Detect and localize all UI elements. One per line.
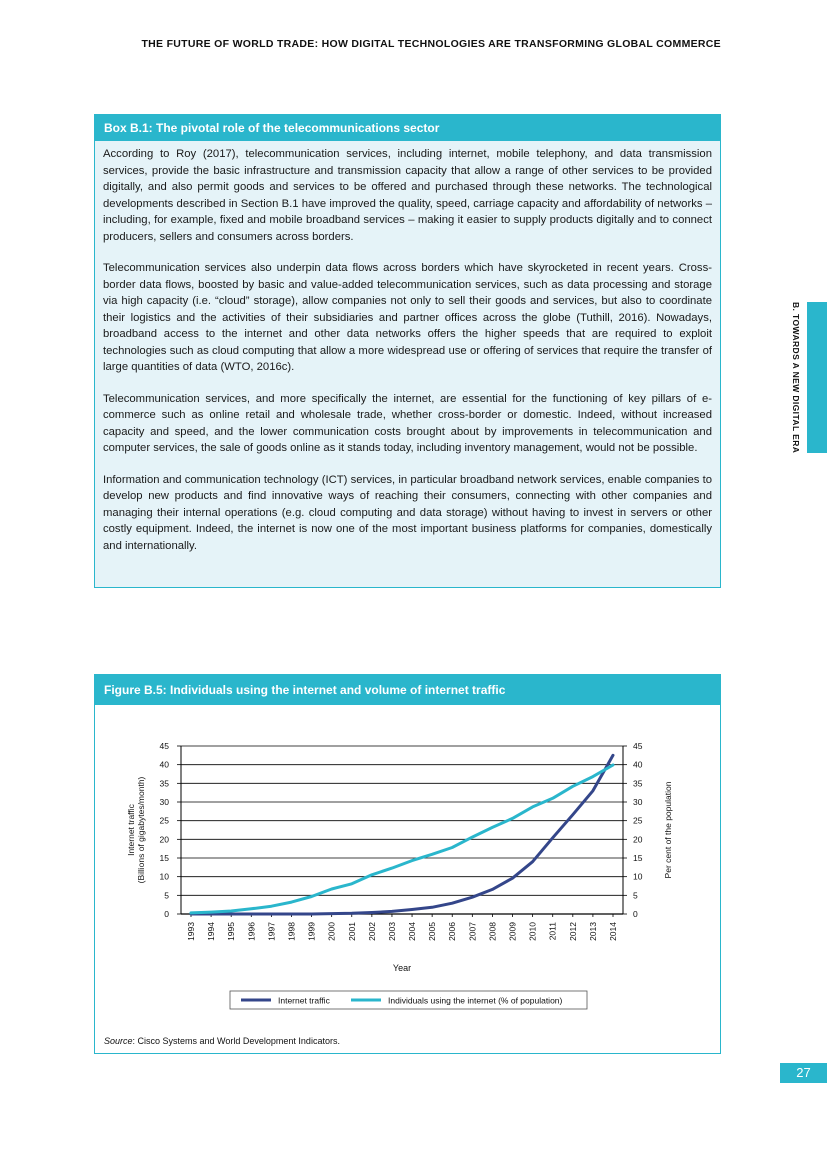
x-tick-label: 2000 bbox=[326, 922, 337, 941]
y-tick-label-left: 40 bbox=[159, 759, 169, 770]
x-tick-label: 2008 bbox=[487, 922, 498, 941]
box-title: Box B.1: The pivotal role of the telecommunications sector bbox=[95, 115, 720, 141]
y-tick-label-right: 20 bbox=[633, 834, 643, 845]
source-label: Source bbox=[104, 1036, 133, 1046]
source-text: : Cisco Systems and World Development Indicators. bbox=[132, 1036, 340, 1046]
x-tick-label: 1998 bbox=[286, 922, 297, 941]
running-header: THE FUTURE OF WORLD TRADE: HOW DIGITAL TECHNOLOGIES ARE TRANSFORMING GLOBAL COMMERCE bbox=[141, 38, 721, 50]
y-tick-label-right: 10 bbox=[633, 871, 643, 882]
x-tick-label: 2006 bbox=[447, 922, 458, 941]
x-tick-label: 2014 bbox=[608, 922, 618, 941]
x-tick-label: 2011 bbox=[547, 922, 558, 941]
y-tick-label-left: 35 bbox=[159, 778, 169, 789]
section-tab bbox=[807, 302, 827, 453]
legend-label-individuals: Individuals using the internet (% of population) bbox=[388, 995, 563, 1006]
box-paragraph-1: According to Roy (2017), telecommunication services, including internet, mobile telephony, and data transmission services, provide the basic infrastructure and transmission capacity that allow a range of other services to be provided digitally, and also permit goods and services to be offered and purchased through these networks. The technological developments described in Section B.1 have improved the quality, speed, carriage capacity and affordability of networks – including, for example, fixed and mobile broadband services – making it easier to supply products digitally and to connect producers, sellers and consumers across borders. bbox=[103, 148, 712, 243]
y-tick-label-right: 5 bbox=[633, 890, 638, 901]
box-paragraph-3: Telecommunication services, and more specifically the internet, are essential for the functioning of key pillars of e-commerce such as online retail and wholesale trade, whether cross-border or domestic. Indeed, without increased capacity and speed, and the lower communication costs brought about by improvements in telecommunication and computer services, the sale of goods online as it stands today, including inventory management, would not be possible. bbox=[103, 392, 712, 454]
x-tick-label: 1994 bbox=[206, 922, 217, 941]
y-tick-label-right: 15 bbox=[633, 853, 643, 863]
y-tick-label-left: 15 bbox=[159, 853, 169, 863]
y-tick-label-left: 5 bbox=[164, 890, 169, 901]
y-tick-label-right: 45 bbox=[633, 741, 643, 751]
x-tick-label: 2010 bbox=[527, 922, 538, 941]
x-tick-label: 2001 bbox=[346, 922, 357, 941]
x-tick-label: 1995 bbox=[226, 922, 237, 941]
x-tick-label: 2002 bbox=[366, 922, 377, 941]
x-tick-label: 1996 bbox=[246, 922, 257, 941]
y-tick-label-left: 20 bbox=[159, 834, 169, 845]
box-paragraph-4: Information and communication technology (ICT) services, in particular broadband network services, enable companies to develop new products and find innovative ways of reaching their consumers, connecting with other companies and managing their internal operations (e.g. cloud computing and data storage) without having to invest in servers or other costly equipment. Indeed, the internet is now one of the most important business platforms for companies, domestically and internationally. bbox=[103, 473, 712, 552]
x-tick-label: 1999 bbox=[306, 922, 317, 941]
section-tab-label: B. TOWARDS A NEW DIGITAL ERA bbox=[791, 302, 801, 454]
y-tick-label-left: 25 bbox=[159, 815, 169, 826]
x-tick-label: 2012 bbox=[567, 922, 578, 941]
box-body bbox=[95, 141, 720, 554]
y-tick-label-right: 0 bbox=[633, 909, 638, 919]
x-tick-label: 2009 bbox=[507, 922, 518, 941]
x-tick-label: 2004 bbox=[407, 922, 418, 941]
y-tick-label-left: 10 bbox=[159, 871, 169, 882]
x-tick-label: 2003 bbox=[386, 922, 397, 941]
y-tick-label-right: 35 bbox=[633, 778, 643, 789]
series-internet-traffic bbox=[191, 755, 613, 914]
x-axis-title: Year bbox=[392, 963, 412, 973]
page-number: 27 bbox=[780, 1063, 827, 1083]
legend-label-internet-traffic: Internet traffic bbox=[278, 995, 330, 1006]
y-tick-label-right: 30 bbox=[633, 797, 643, 807]
y-tick-label-left: 30 bbox=[159, 797, 169, 807]
y-tick-label-right: 25 bbox=[633, 815, 643, 826]
y-axis-title-left-line1: Internet traffic bbox=[126, 804, 136, 856]
figure-source bbox=[104, 1036, 340, 1046]
x-tick-label: 1993 bbox=[186, 922, 196, 941]
y-tick-label-right: 40 bbox=[633, 759, 643, 770]
figure-title: Figure B.5: Individuals using the internet and volume of internet traffic bbox=[95, 675, 720, 705]
y-axis-title-right: Per cent of the population bbox=[663, 781, 673, 879]
x-tick-label: 2005 bbox=[427, 922, 438, 941]
y-tick-label-left: 0 bbox=[164, 909, 169, 919]
line-chart bbox=[95, 705, 720, 1020]
x-tick-label: 1997 bbox=[266, 922, 277, 941]
box-b1 bbox=[94, 114, 721, 588]
y-axis-title-left-line2: (Billions of gigabytes/month) bbox=[136, 776, 146, 884]
box-paragraph-2: Telecommunication services also underpin data flows across borders which have skyrocketed in recent years. Cross-border data flows, boosted by basic and value-added telecommunication services, such as data processing and storage via high capacity (i.e. “cloud” storage), allow companies not only to sell their goods and services, but also to coordinate their logistics and the activities of their subsidiaries and partner offices across the globe (Tuthill, 2016). Nowadays, broadband access to the internet and other data networks offers the higher speeds that are required to exploit technologies such as cloud computing that allow a more widespread use or offering of services that require the transfer of large quantities of data (WTO, 2016c). bbox=[103, 262, 712, 373]
x-tick-label: 2013 bbox=[587, 922, 598, 941]
x-tick-label: 2007 bbox=[467, 922, 478, 941]
figure-b5 bbox=[94, 674, 721, 1054]
y-tick-label-left: 45 bbox=[159, 741, 169, 751]
